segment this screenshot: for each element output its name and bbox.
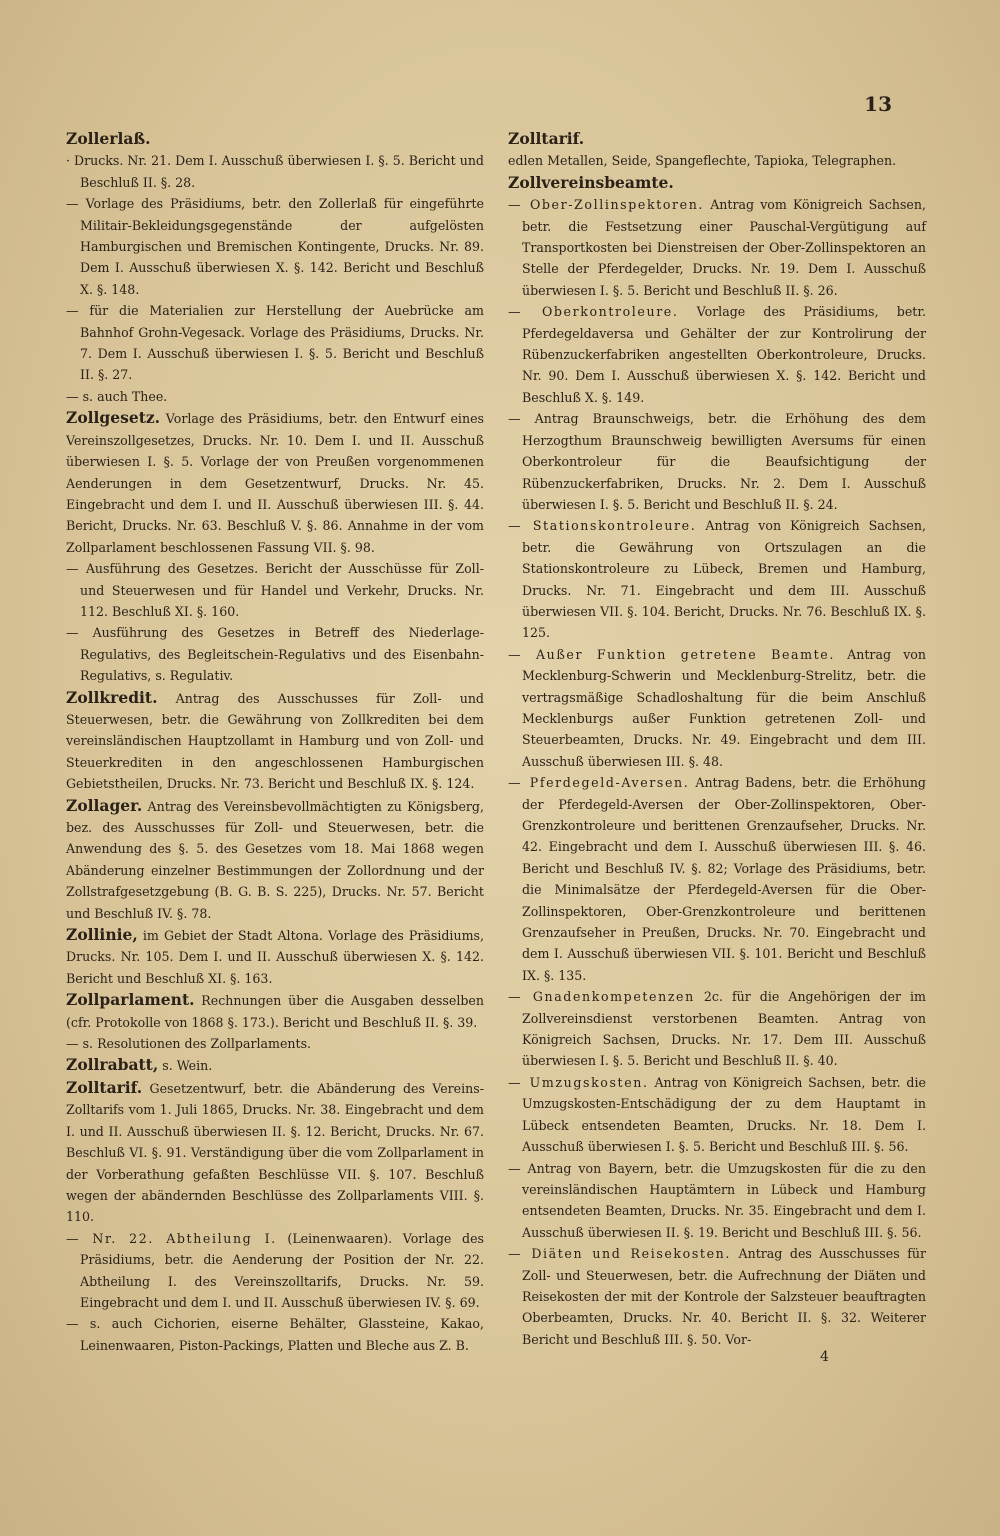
sub-entry bbox=[66, 1313, 484, 1356]
entry-text: — Antrag Braunschweigs, betr. die Erhöhung des dem Herzogthum Braunschweig bewilligten Aversums für einen Oberkontroleur für die Beaufsichtigung der Rübenzuckerfabriken, Drucks. Nr. 2. Dem I. Ausschuß überwiesen I. §. 5. Bericht und Beschluß II. §. 24. bbox=[508, 411, 926, 512]
entry-text: Gesetzentwurf, betr. die Abänderung des Vereins-Zolltarifs vom 1. Juli 1865, Drucks. Nr. 38. Eingebracht und dem I. und II. Ausschuß überwiesen II. §. 12. Bericht, Drucks. Nr. 67. Beschluß VI. §. 91. Verständigung über die vom Zollparlament in der Vorberathung gefaßten Beschlüsse VII. §. 107. Beschluß wegen der abändernden Beschlüsse des Zollparlaments VIII. §. 110. bbox=[66, 1080, 484, 1225]
sub-entry bbox=[66, 386, 484, 407]
entry-headword: Zollkredit. bbox=[66, 687, 158, 707]
entry-text: Antrag von Königreich Sachsen, betr. die Umzugskosten-Entschädigung der zu dem Hauptamt in Lübeck entsendeten Beamten, Drucks. Nr. 18. Dem I. Ausschuß überwiesen I. §. 5. Bericht und Beschluß III. §. 56. bbox=[522, 1074, 926, 1155]
entry-headword: Zollgesetz. bbox=[66, 408, 161, 428]
entry-label: — Gnadenkompetenzen bbox=[508, 989, 695, 1005]
entry-headword: Zollvereinsbeamte. bbox=[508, 172, 674, 192]
sub-entry bbox=[508, 1072, 926, 1158]
index-entry bbox=[508, 172, 926, 194]
entry-headword: Zollrabatt, bbox=[66, 1055, 159, 1075]
entry-text: — für die Materialien zur Herstellung der Auebrücke am Bahnhof Grohn-Vegesack. Vorlage des Präsidiums, Drucks. Nr. 7. Dem I. Ausschuß überwiesen I. §. 5. Bericht und Beschluß II. §. 27. bbox=[66, 303, 484, 383]
entry-text: — s. auch Thee. bbox=[66, 388, 168, 404]
entry-text: · Drucks. Nr. 21. Dem I. Ausschuß überwiesen I. §. 5. Bericht und Beschluß II. §. 28. bbox=[66, 153, 484, 190]
entry-label: — Stationskontroleure. bbox=[508, 518, 697, 534]
entry-label: — Oberkontroleure. bbox=[508, 304, 679, 320]
entry-headword: Zolltarif. bbox=[508, 129, 585, 148]
index-entry bbox=[66, 1054, 484, 1076]
index-entry bbox=[66, 924, 484, 989]
index-entry bbox=[66, 407, 484, 558]
entry-headword: Zollerlaß. bbox=[66, 129, 151, 148]
index-entry bbox=[66, 989, 484, 1033]
signature-mark: 4 bbox=[820, 1349, 829, 1365]
entry-text: Antrag des Ausschusses für Zoll- und Steuerwesen, betr. die Aufrechnung der Diäten und Reisekosten der mit der Kontrole der Salzsteuer beauftragten Oberbeamten, Drucks. Nr. 40. Bericht II. §. 32. Weiterer Bericht und Beschluß III. §. 50. Vor- bbox=[522, 1246, 926, 1347]
right-column bbox=[508, 128, 926, 1350]
sub-entry bbox=[66, 1033, 484, 1054]
entry-text: Antrag von Mecklenburg-Schwerin und Mecklenburg-Strelitz, betr. die vertragsmäßige Schadloshaltung für die beim Anschluß Mecklenburgs außer Funktion getretenen Zoll- und Steuerbeamten, Drucks. Nr. 49. Eingebracht und dem III. Ausschuß überwiesen III. §. 48. bbox=[522, 646, 926, 769]
entry-text: im Gebiet der Stadt Altona. Vorlage des Präsidiums, Drucks. Nr. 105. Dem I. und II. Ausschuß überwiesen X. §. 142. Bericht und Beschluß XI. §. 163. bbox=[66, 928, 484, 986]
entry-text: Vorlage des Präsidiums, betr. Pferdegeldaversa und Gehälter der zur Kontrolirung der Rübenzuckerfabriken angestellten Oberkontroleure, Drucks. Nr. 90. Dem I. Ausschuß überwiesen X. §. 142. Bericht und Beschluß X. §. 149. bbox=[522, 304, 926, 405]
continuation-entry bbox=[508, 150, 926, 171]
index-entry bbox=[66, 795, 484, 924]
entry-headword: Zollager. bbox=[66, 795, 143, 815]
entry-label: — Diäten und Reisekosten. bbox=[508, 1246, 731, 1262]
entry-text: Antrag des Vereinsbevollmächtigten zu Königsberg, bez. des Ausschusses für Zoll- und Steuerwesen, betr. die Anwendung des §. 5. des Gesetzes vom 18. Mai 1868 wegen Abänderung einzelner Bestimmungen der Zollordnung und der Zollstrafgesetzgebung (B. G. B. S. 225), Drucks. Nr. 57. Bericht und Beschluß IV. §. 78. bbox=[66, 798, 484, 921]
entry-label: — Pferdegeld-Aversen. bbox=[508, 775, 690, 791]
sub-entry bbox=[508, 986, 926, 1072]
entry-text: Antrag vom Königreich Sachsen, betr. die Festsetzung einer Pauschal-Vergütigung auf Transportkosten bei Dienstreisen der Ober-Zollinspektoren an Stelle der Pferdegelder, Drucks. Nr. 19. Dem I. Ausschuß überwiesen I. §. 5. Bericht und Beschluß II. §. 26. bbox=[522, 197, 926, 298]
index-entry bbox=[66, 128, 484, 150]
left-column bbox=[66, 128, 484, 1356]
sub-entry bbox=[66, 558, 484, 622]
entry-text: — Vorlage des Präsidiums, betr. den Zollerlaß für eingeführte Militair-Bekleidungsgegenstände der aufgelösten Hamburgischen und Bremischen Kontingente, Drucks. Nr. 89. Dem I. Ausschuß überwiesen X. §. 142. Bericht und Beschluß X. §. 148. bbox=[66, 196, 484, 297]
entry-headword: Zollinie, bbox=[66, 925, 138, 945]
entry-text: Antrag Badens, betr. die Erhöhung der Pferdegeld-Aversen der Ober-Zollinspektoren, Ober-Grenzkontroleure und berittenen Grenzaufseher, Drucks. Nr. 42. Eingebracht und dem I. Ausschuß überwiesen III. §. 46. Bericht und Beschluß IV. §. 82; Vorlage des Präsidiums, betr. die Minimalsätze der Pferdegeld-Aversen für die Ober-Zollinspektoren, Ober-Grenzkontroleure und berittenen Grenzaufseher in Preußen, Drucks. Nr. 70. Eingebracht und dem I. Ausschuß überwiesen VII. §. 101. Bericht und Beschluß IX. §. 135. bbox=[522, 775, 926, 983]
sub-entry bbox=[66, 622, 484, 686]
index-entry bbox=[66, 1077, 484, 1228]
entry-text: edlen Metallen, Seide, Spangeflechte, Tapioka, Telegraphen. bbox=[508, 153, 897, 169]
entry-text: — Ausführung des Gesetzes in Betreff des Niederlage-Regulativs, des Begleitschein-Regulativs und des Eisenbahn-Regulativs, s. Regulativ. bbox=[66, 625, 484, 684]
sub-entry bbox=[508, 1243, 926, 1350]
entry-text: — Antrag von Bayern, betr. die Umzugskosten für die zu den vereinsländischen Hauptämtern in Lübeck und Hamburg entsendeten Beamten, Drucks. Nr. 35. Eingebracht und dem I. Ausschuß überwiesen II. §. 19. Bericht und Beschluß III. §. 56. bbox=[508, 1160, 926, 1240]
entry-headword: Zolltarif. bbox=[66, 1077, 143, 1097]
sub-entry bbox=[508, 644, 926, 772]
sub-entry bbox=[508, 1158, 926, 1244]
entry-text: — s. auch Cichorien, eiserne Behälter, Glassteine, Kakao, Leinenwaaren, Piston-Packings, Platten und Bleche aus Z. B. bbox=[66, 1316, 484, 1353]
sub-entry bbox=[66, 300, 484, 386]
sub-entry bbox=[508, 408, 926, 515]
entry-text: Vorlage des Präsidiums, betr. den Entwurf eines Vereinszollgesetzes, Drucks. Nr. 10. Dem I. und II. Ausschuß überwiesen I. §. 5. Vorlage der von Preußen vorgenommenen Aenderungen in dem Gesetzentwurf, Drucks. Nr. 45. Eingebracht und dem I. und II. Ausschuß überwiesen III. §. 44. Bericht, Drucks. Nr. 63. Beschluß V. §. 86. Annahme in der vom Zollparlament beschlossenen Fassung VII. §. 98. bbox=[66, 411, 484, 555]
entry-text: — s. Resolutionen des Zollparlaments. bbox=[66, 1036, 312, 1052]
entry-text: — Ausführung des Gesetzes. Bericht der Ausschüsse für Zoll- und Steuerwesen und für Handel und Verkehr, Drucks. Nr. 112. Beschluß XI. §. 160. bbox=[66, 561, 484, 619]
entry-text: Antrag des Ausschusses für Zoll- und Steuerwesen, betr. die Gewährung von Zollkrediten bei dem vereinsländischen Hauptzollamt in Hamburg und von Zoll- und Steuerkrediten in den angeschlossenen Hamburgischen Gebietstheilen, Drucks. Nr. 73. Bericht und Beschluß IX. §. 124. bbox=[66, 690, 484, 792]
sub-entry bbox=[508, 515, 926, 643]
entry-text: Rechnungen über die Ausgaben desselben (cfr. Protokolle von 1868 §. 173.). Bericht und Beschluß II. §. 39. bbox=[66, 993, 485, 1030]
sub-entry bbox=[508, 194, 926, 301]
entry-text: s. Wein. bbox=[162, 1058, 213, 1074]
index-entry bbox=[508, 128, 926, 150]
sub-entry bbox=[508, 772, 926, 986]
sub-entry bbox=[66, 1228, 484, 1314]
entry-text: 2c. für die Angehörigen der im Zollvereinsdienst verstorbenen Beamten. Antrag von Königreich Sachsen, Drucks. Nr. 17. Dem III. Ausschuß überwiesen I. §. 5. Bericht und Beschluß II. §. 40. bbox=[522, 989, 926, 1069]
page-number: 13 bbox=[864, 92, 892, 116]
index-entry bbox=[66, 687, 484, 795]
entry-label: — Außer Funktion getretene Beamte. bbox=[508, 646, 835, 662]
sub-entry bbox=[66, 193, 484, 300]
sub-entry bbox=[508, 301, 926, 408]
sub-entry bbox=[66, 150, 484, 193]
entry-label: — Nr. 22. Abtheilung I. bbox=[66, 1230, 277, 1246]
entry-label: — Umzugskosten. bbox=[508, 1074, 649, 1090]
entry-label: — Ober-Zollinspektoren. bbox=[508, 197, 705, 213]
entry-text: Antrag von Königreich Sachsen, betr. die Gewährung von Ortszulagen an die Stationskontroleure zu Lübeck, Bremen und Hamburg, Drucks. Nr. 71. Eingebracht und dem III. Ausschuß überwiesen VII. §. 104. Bericht, Drucks. Nr. 76. Beschluß IX. §. 125. bbox=[522, 518, 926, 641]
entry-text: (Leinenwaaren). Vorlage des Präsidiums, betr. die Aenderung der Position der Nr. 22. Abtheilung I. des Vereinszolltarifs, Drucks. Nr. 59. Eingebracht und dem I. und II. Ausschuß überwiesen IV. §. 69. bbox=[80, 1230, 484, 1310]
entry-headword: Zollparlament. bbox=[66, 990, 195, 1010]
